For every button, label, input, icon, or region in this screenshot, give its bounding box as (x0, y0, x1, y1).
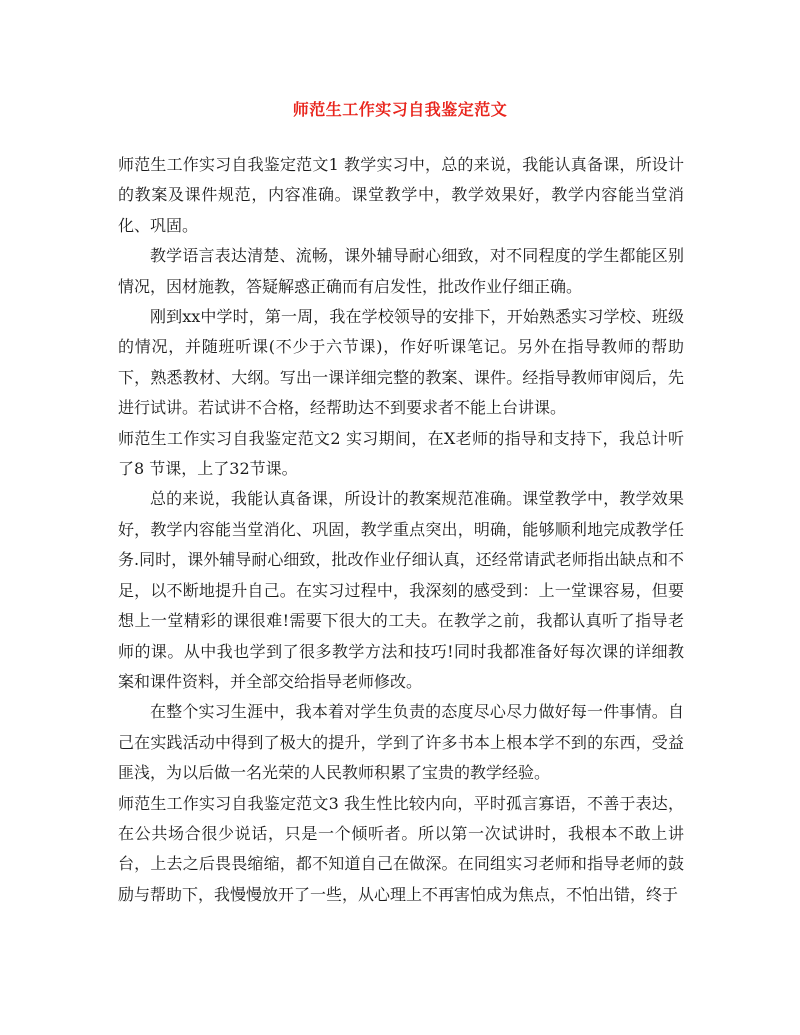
paragraph: 刚到xx中学时，第一周，我在学校领导的安排下，开始熟悉实习学校、班级的情况，并随班听课(不少于六节课)，作好听课笔记。另外在指导教师的帮助下，熟悉教材、大纲。写出一课详细完整的教案、课件。经指导教师审阅后，先进行试讲。若试讲不合格，经帮助达不到要求者不能上台讲课。 (118, 307, 684, 418)
section-1-intro (118, 150, 684, 241)
section-text: 实习期间，在X老师的指导和支持下，我总计听了8 节课，上了32节课。 (118, 428, 684, 479)
document-title: 师范生工作实习自我鉴定范文 (292, 100, 508, 119)
section-heading: 师范生工作实习自我鉴定范文3 (118, 793, 339, 813)
paragraph: 总的来说，我能认真备课，所设计的教案规范准确。课堂教学中，教学效果好，教学内容能当堂消化、巩固，教学重点突出，明确，能够顺利地完成教学任务.同时，课外辅导耐心细致，批改作业仔细认真，还经常请武老师指出缺点和不足，以不断地提升自己。在实习过程中，我深刻的感受到：上一堂课容易，但要想上一堂精彩的课很难!需要下很大的工夫。在教学之前，我都认真听了指导老师的课。从中我也学到了很多教学方法和技巧!同时我都准备好每次课的详细教案和课件资料，并全部交给指导老师修改。 (118, 489, 684, 691)
section-heading: 师范生工作实习自我鉴定范文2 (118, 428, 341, 448)
section-text: 我生性比较内向，平时孤言寡语，不善于表达，在公共场合很少说话，只是一个倾听者。所以第一次试讲时，我根本不敢上讲台，上去之后畏畏缩缩，都不知道自己在做深。在同组实习老师和指导老师的鼓励与帮助下，我慢慢放开了一些，从心理上不再害怕成为焦点，不怕出错，终于 (118, 793, 684, 904)
section-3-intro (118, 789, 684, 911)
section-text: 教学实习中，总的来说，我能认真备课，所设计的教案及课件规范，内容准确。课堂教学中，教学效果好，教学内容能当堂消化、巩固。 (118, 155, 684, 235)
section-2-intro (118, 424, 684, 485)
paragraph: 在整个实习生涯中，我本着对学生负责的态度尽心尽力做好每一件事情。自己在实践活动中得到了极大的提升，学到了许多书本上根本学不到的东西，受益匪浅，为以后做一名光荣的人民教师积累了宝贵的教学经验。 (118, 702, 684, 783)
section-heading: 师范生工作实习自我鉴定范文1 (118, 155, 339, 174)
paragraph: 教学语言表达清楚、流畅，课外辅导耐心细致，对不同程度的学生都能区别情况，因材施教，答疑解惑正确而有启发性，批改作业仔细正确。 (118, 246, 684, 296)
document-body (118, 150, 684, 910)
